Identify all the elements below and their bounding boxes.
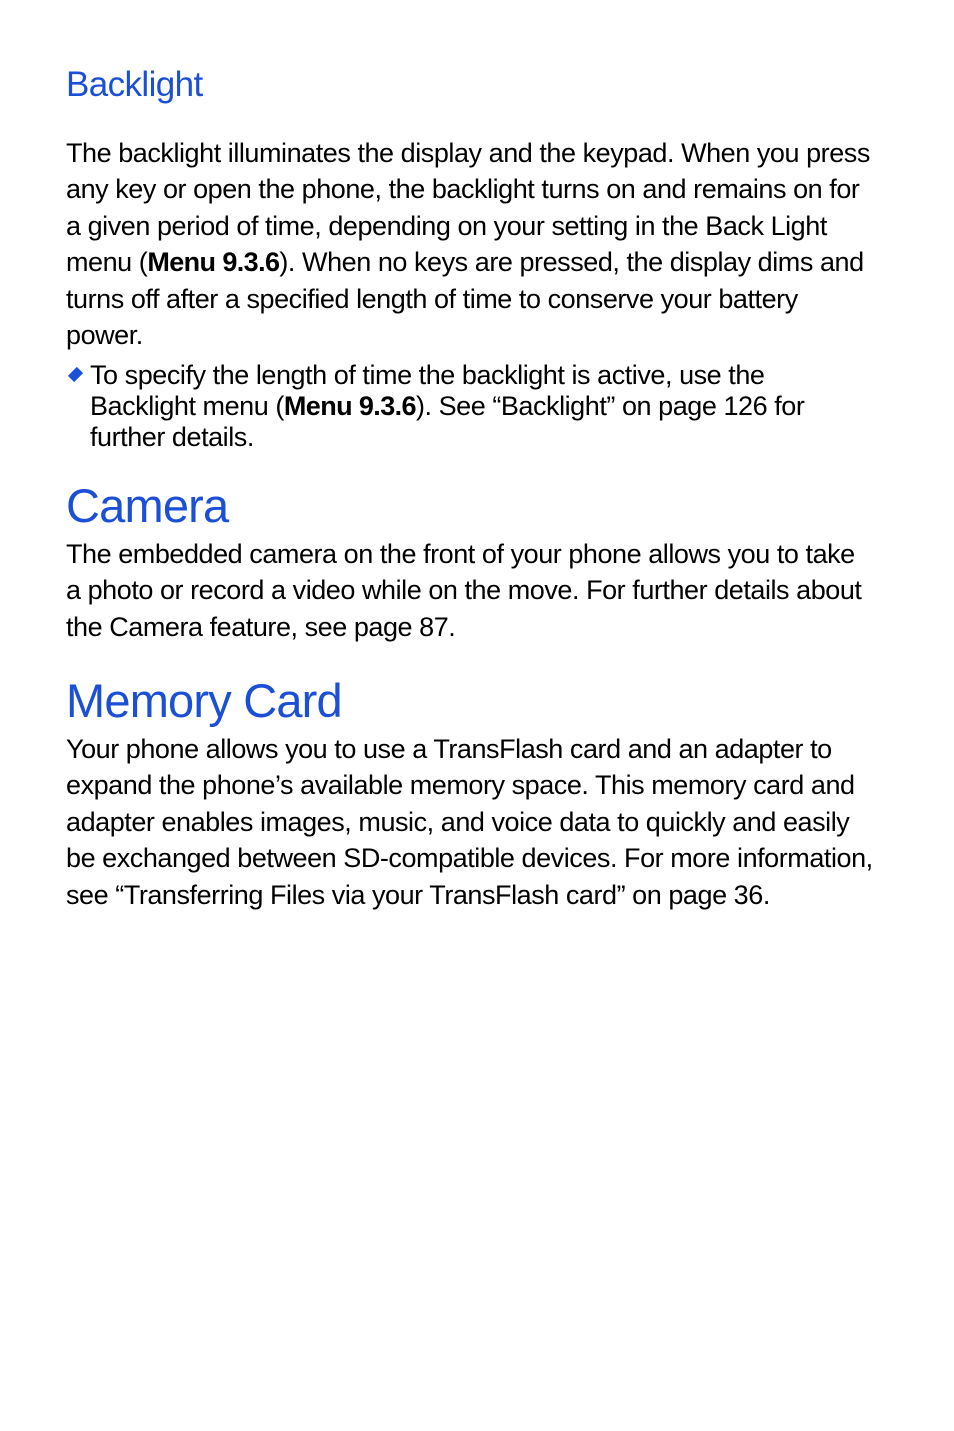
bullet-text-after: ). See “Backlight” on page 126 for further details.: [90, 391, 805, 452]
backlight-text-before: The backlight illuminates the display and the keypad. When you press any key or open the phone, the backlight turns on and remains on for a given period of time, depending on your setting in the Back Light menu (: [66, 138, 870, 278]
bullet-text-before: To specify the length of time the backlight is active, use the Backlight menu (: [90, 360, 765, 421]
camera-heading: Camera: [66, 479, 229, 532]
backlight-bullet-item: [66, 360, 866, 453]
backlight-heading: Backlight: [66, 65, 203, 104]
bullet-menu-reference: Menu 9.3.6: [283, 391, 416, 421]
backlight-menu-reference: Menu 9.3.6: [147, 247, 280, 278]
backlight-text-after: ). When no keys are pressed, the display dims and turns off after a specified length of time to conserve your battery power.: [66, 247, 864, 351]
memory-card-heading: Memory Card: [66, 674, 342, 727]
camera-paragraph: The embedded camera on the front of your phone allows you to take a photo or record a video while on the move. For further details about the Camera feature, see page 87.: [66, 539, 862, 642]
diamond-bullet-icon: [68, 367, 83, 382]
backlight-paragraph: [66, 135, 876, 353]
memory-card-paragraph: Your phone allows you to use a TransFlash card and an adapter to expand the phone’s available memory space. This memory card and adapter enables images, music, and voice data to quickly and easily be exchanged between SD-compatible devices. For more information, see “Transferring Files via your TransFlash card” on page 36.: [66, 734, 873, 910]
